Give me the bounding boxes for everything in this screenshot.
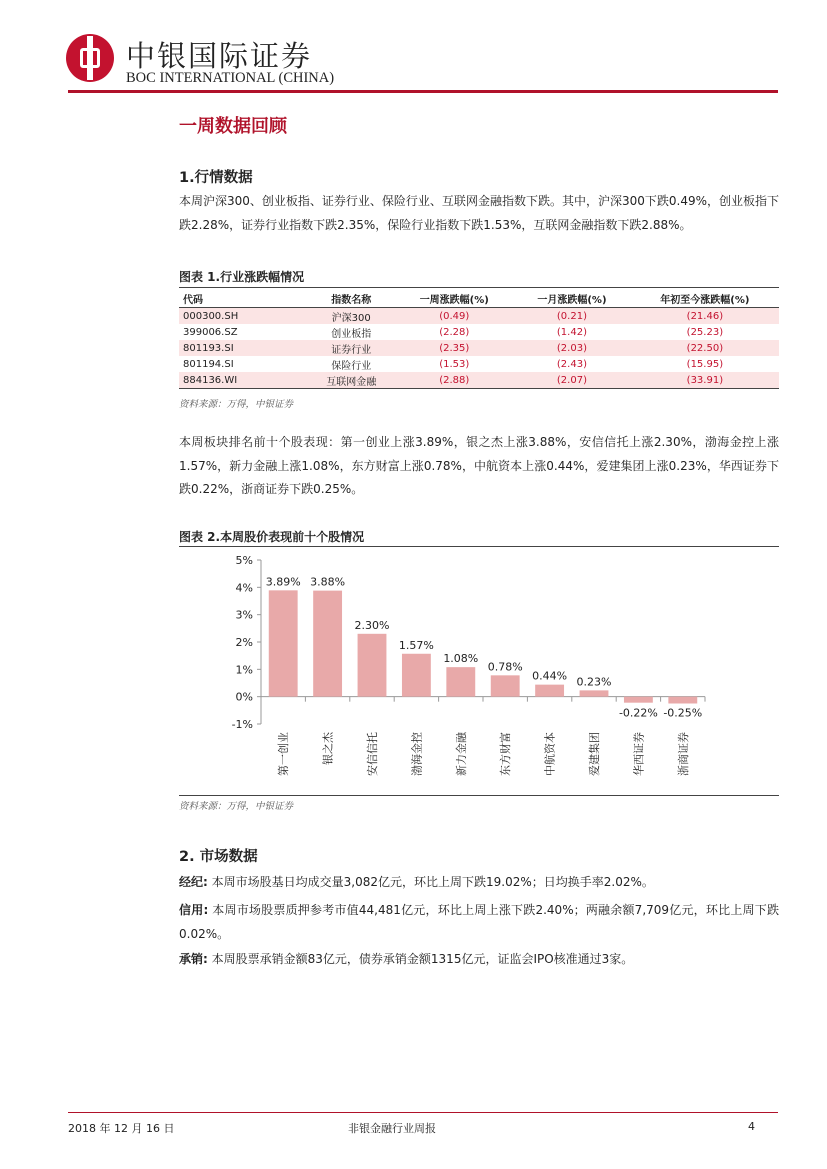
bar bbox=[580, 690, 609, 696]
bar bbox=[358, 634, 387, 697]
table-cell-week: (2.88) bbox=[395, 372, 513, 389]
heading-market-stats: 2. 市场数据 bbox=[179, 849, 258, 865]
label-sep: : bbox=[203, 952, 208, 966]
x-tick-label: 新力金融 bbox=[454, 732, 468, 776]
table-cell-name: 沪深300 bbox=[307, 308, 395, 325]
table-cell-month: (2.03) bbox=[513, 340, 631, 356]
label-underwriting: 承销 bbox=[179, 952, 204, 966]
chart-bottom-rule bbox=[179, 795, 779, 796]
data-label: 0.23% bbox=[576, 675, 612, 689]
table1-title: 图表 1.行业涨跌幅情况 bbox=[179, 270, 305, 284]
industry-change-table bbox=[179, 290, 779, 389]
brand-name-cn: 中银国际证券 bbox=[126, 39, 313, 73]
bar bbox=[668, 697, 697, 704]
table-cell-code: 000300.SH bbox=[179, 308, 307, 325]
table-row bbox=[179, 324, 779, 340]
data-label: -0.25% bbox=[663, 706, 703, 720]
x-tick-label: 东方财富 bbox=[499, 732, 513, 776]
paragraph-top-stocks: 本周板块排名前十个股表现：第一创业上涨3.89%，银之杰上涨3.88%，安信信托上涨2.30%，渤海金控上涨1.57%，新力金融上涨1.08%，东方财富上涨0.78%，中航资本上涨0.44%，爱建集团上涨0.23%，华西证券下跌0.22%，浙商证券下跌0.25%。 bbox=[179, 435, 779, 496]
label-brokerage: 经纪 bbox=[179, 875, 204, 889]
x-tick-label: 华西证券 bbox=[632, 732, 646, 776]
table-header-cell: 指数名称 bbox=[307, 290, 395, 308]
heading-market-data: 1.行情数据 bbox=[179, 170, 253, 186]
table-cell-code: 801194.SI bbox=[183, 358, 234, 370]
bar bbox=[624, 697, 653, 703]
paragraph-underwriting bbox=[179, 948, 779, 972]
x-tick-label: 渤海金控 bbox=[410, 732, 424, 776]
y-tick-label: -1% bbox=[231, 718, 253, 731]
bar bbox=[535, 685, 564, 697]
table-cell-name: 保险行业 bbox=[331, 360, 372, 372]
label-credit: 信用 bbox=[179, 903, 204, 917]
data-label: 3.88% bbox=[310, 575, 346, 589]
text-underwriting: 本周股票承销金额83亿元，债券承销金额1315亿元，证监会IPO核准通过3家。 bbox=[207, 952, 634, 966]
paragraph-market-summary: 本周沪深300、创业板指、证券行业、保险行业、互联网金融指数下跌。其中，沪深300下跌0.49%，创业板指下跌2.28%，证券行业指数下跌2.35%，保险行业指数下跌1.53%，互联网金融指数下跌2.88%。 bbox=[179, 194, 779, 232]
x-tick-label: 中航资本 bbox=[543, 732, 557, 776]
chart-source: 资料来源：万得，中银证券 bbox=[179, 801, 294, 812]
logo-bar-mark bbox=[87, 36, 93, 80]
bar bbox=[402, 654, 431, 697]
table-cell-month: (0.21) bbox=[513, 308, 631, 325]
data-label: 2.30% bbox=[354, 618, 390, 632]
bar bbox=[491, 675, 520, 696]
data-label: -0.22% bbox=[618, 706, 658, 720]
data-label: 1.08% bbox=[443, 652, 479, 666]
y-tick-label: 4% bbox=[235, 581, 253, 595]
data-label: 3.89% bbox=[265, 575, 301, 589]
paragraph-credit bbox=[179, 899, 779, 946]
table-row bbox=[179, 340, 779, 356]
bar bbox=[313, 591, 342, 697]
x-tick-label: 浙商证券 bbox=[676, 732, 690, 776]
table-cell-name: 互联网金融 bbox=[307, 372, 395, 389]
paragraph-brokerage bbox=[179, 871, 779, 895]
table-row bbox=[179, 356, 779, 372]
table1-top-rule bbox=[179, 287, 779, 288]
footer-report-name: 非银金融行业周报 bbox=[348, 1122, 436, 1135]
table-cell-code: 801193.SI bbox=[179, 340, 307, 356]
label-sep: : bbox=[203, 903, 209, 917]
label-sep: : bbox=[203, 875, 208, 889]
header-divider bbox=[68, 90, 778, 93]
table-cell-week: (0.49) bbox=[395, 308, 513, 325]
data-label: 0.78% bbox=[487, 660, 523, 674]
top-stocks-bar-chart bbox=[179, 548, 779, 796]
table-row bbox=[179, 308, 779, 325]
x-tick-label: 银之杰 bbox=[321, 732, 335, 765]
table-cell-month: (2.07) bbox=[513, 372, 631, 389]
table-cell-ytd: (22.50) bbox=[631, 340, 779, 356]
table-header-cell: 一月涨跌幅(%) bbox=[513, 290, 631, 308]
text-brokerage: 本周市场股基日均成交量3,082亿元，环比上周下跌19.02%；日均换手率2.02%。 bbox=[207, 875, 654, 889]
x-tick-label: 第一创业 bbox=[277, 732, 291, 776]
table-cell-code: 399006.SZ bbox=[183, 326, 238, 338]
chart-title: 图表 2.本周股价表现前十个股情况 bbox=[179, 530, 365, 544]
table-cell-ytd: (21.46) bbox=[631, 308, 779, 325]
chart-top-rule bbox=[179, 546, 779, 547]
bar bbox=[269, 590, 298, 696]
y-tick-label: 5% bbox=[235, 554, 253, 567]
table-cell-week: (1.53) bbox=[439, 358, 470, 370]
table-header-cell: 年初至今涨跌幅(%) bbox=[631, 290, 779, 308]
table-header-cell: 一周涨跌幅(%) bbox=[395, 290, 513, 308]
table-cell-month: (1.42) bbox=[556, 326, 587, 338]
y-tick-label: 3% bbox=[235, 608, 253, 622]
x-tick-label: 安信信托 bbox=[366, 732, 379, 776]
brand-name-en: BOC INTERNATIONAL (CHINA) bbox=[126, 70, 335, 86]
footer-date: 2018 年 12 月 16 日 bbox=[68, 1122, 175, 1135]
table-cell-name: 创业板指 bbox=[331, 328, 372, 340]
data-label: 1.57% bbox=[398, 638, 434, 652]
text-credit: 本周市场股票质押参考市值44,481亿元，环比上周上涨下跌2.40%；两融余额7,709亿元，环比上周下跌0.02%。 bbox=[179, 903, 779, 941]
table1-source: 资料来源：万得，中银证券 bbox=[179, 399, 294, 410]
table-header-cell: 代码 bbox=[179, 290, 307, 308]
table-row bbox=[179, 372, 779, 389]
table-cell-week: (2.28) bbox=[439, 326, 470, 338]
table-cell-ytd: (33.91) bbox=[631, 372, 779, 389]
x-tick-label: 爱建集团 bbox=[588, 732, 601, 776]
bar bbox=[446, 667, 475, 697]
table-cell-name: 证券行业 bbox=[307, 340, 395, 356]
table-header-row bbox=[179, 290, 779, 308]
table-cell-ytd: (15.95) bbox=[686, 358, 724, 370]
data-label: 0.44% bbox=[532, 669, 568, 683]
footer-divider bbox=[68, 1112, 778, 1113]
table-cell-ytd: (25.23) bbox=[686, 326, 724, 338]
y-tick-label: 2% bbox=[235, 636, 253, 649]
y-tick-label: 0% bbox=[235, 690, 253, 704]
footer-page-number: 4 bbox=[748, 1120, 755, 1133]
section-title: 一周数据回顾 bbox=[179, 116, 287, 137]
table-cell-code: 884136.WI bbox=[179, 372, 307, 389]
y-tick-label: 1% bbox=[235, 663, 253, 677]
table-cell-month: (2.43) bbox=[556, 358, 587, 370]
table-cell-week: (2.35) bbox=[395, 340, 513, 356]
